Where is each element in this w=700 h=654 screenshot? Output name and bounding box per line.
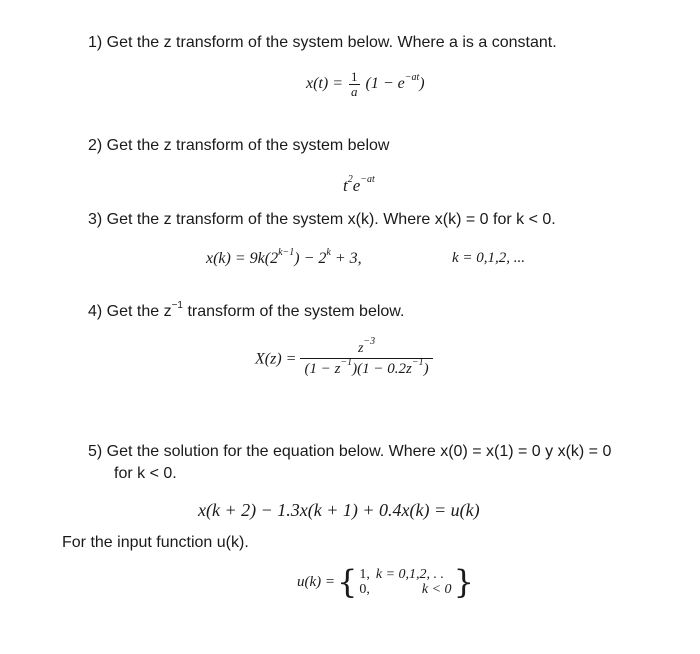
q4-text: 4) Get the z: [88, 303, 172, 320]
q1-lhs: x(t) =: [306, 75, 343, 93]
q5-case-2: [359, 582, 451, 597]
question-3-equation: [206, 246, 362, 268]
question-4-equation: [255, 336, 433, 379]
question-1-text: 1) Get the z transform of the system below. Where a is a constant.: [88, 34, 557, 51]
q5-u-lhs: u(k) =: [297, 573, 336, 590]
q1-frac-den: a: [351, 84, 358, 99]
q4-fraction: [300, 336, 432, 379]
q4-text-exp: −1: [171, 299, 183, 311]
question-5-equation: x(k + 2) − 1.3x(k + 1) + 0.4x(k) = u(k): [198, 500, 480, 520]
q1-fraction: [349, 70, 360, 99]
q3-eq-b-exp: k: [326, 246, 331, 258]
question-5-text-line2: for k < 0.: [114, 465, 177, 482]
q1-rhs-close: ): [419, 75, 425, 93]
q3-eq-a-exp: k−1: [278, 246, 295, 258]
left-brace-icon: {: [337, 563, 358, 601]
q2-e-exp: −at: [360, 174, 375, 186]
q1-frac-num: 1: [351, 69, 358, 84]
q3-eq-c: + 3,: [330, 250, 362, 267]
q2-base-exp: 2: [347, 174, 353, 186]
q3-eq-b: ) − 2: [294, 250, 327, 267]
q5-case-1: [359, 567, 451, 582]
question-1-equation: [306, 70, 425, 99]
q5-case-rows: [359, 567, 451, 597]
q5-case1-cond: k = 0,1,2, . .: [375, 567, 445, 582]
q4-text-rest: transform of the system below.: [183, 303, 405, 320]
q4-denominator: $(1 - z^{-1})(1 - 0.2z^{-1})$: [304, 357, 429, 377]
q5-case1-val: 1,: [359, 567, 370, 582]
question-5-text-line1: 5) Get the solution for the equation below. Where x(0) = x(1) = 0 y x(k) = 0: [88, 443, 612, 460]
q4-lhs: X(z) =: [255, 350, 297, 368]
question-3-condition: k = 0,1,2, ...: [452, 250, 526, 266]
q2-e: e: [352, 176, 361, 195]
question-5-input-function: [297, 563, 474, 601]
question-4-text: [88, 299, 405, 321]
q5-case2-cond: k < 0: [421, 582, 452, 597]
q3-eq-a: x(k) = 9k(2: [206, 250, 279, 267]
question-2-equation: [343, 176, 375, 196]
question-3-text: 3) Get the z transform of the system x(k). Where x(k) = 0 for k < 0.: [88, 211, 556, 228]
q4-numerator: $z^{-3}$: [357, 336, 376, 356]
q2-base: t: [343, 176, 348, 195]
question-2-text: 2) Get the z transform of the system below: [88, 137, 390, 154]
question-5-input-text: For the input function u(k).: [62, 534, 249, 551]
q1-rhs-exp: −at: [404, 71, 420, 83]
q5-case2-val: 0,: [359, 582, 370, 597]
q1-rhs: (1 − e: [365, 75, 405, 93]
q5-cases: [297, 563, 474, 601]
right-brace-icon: }: [453, 563, 474, 601]
